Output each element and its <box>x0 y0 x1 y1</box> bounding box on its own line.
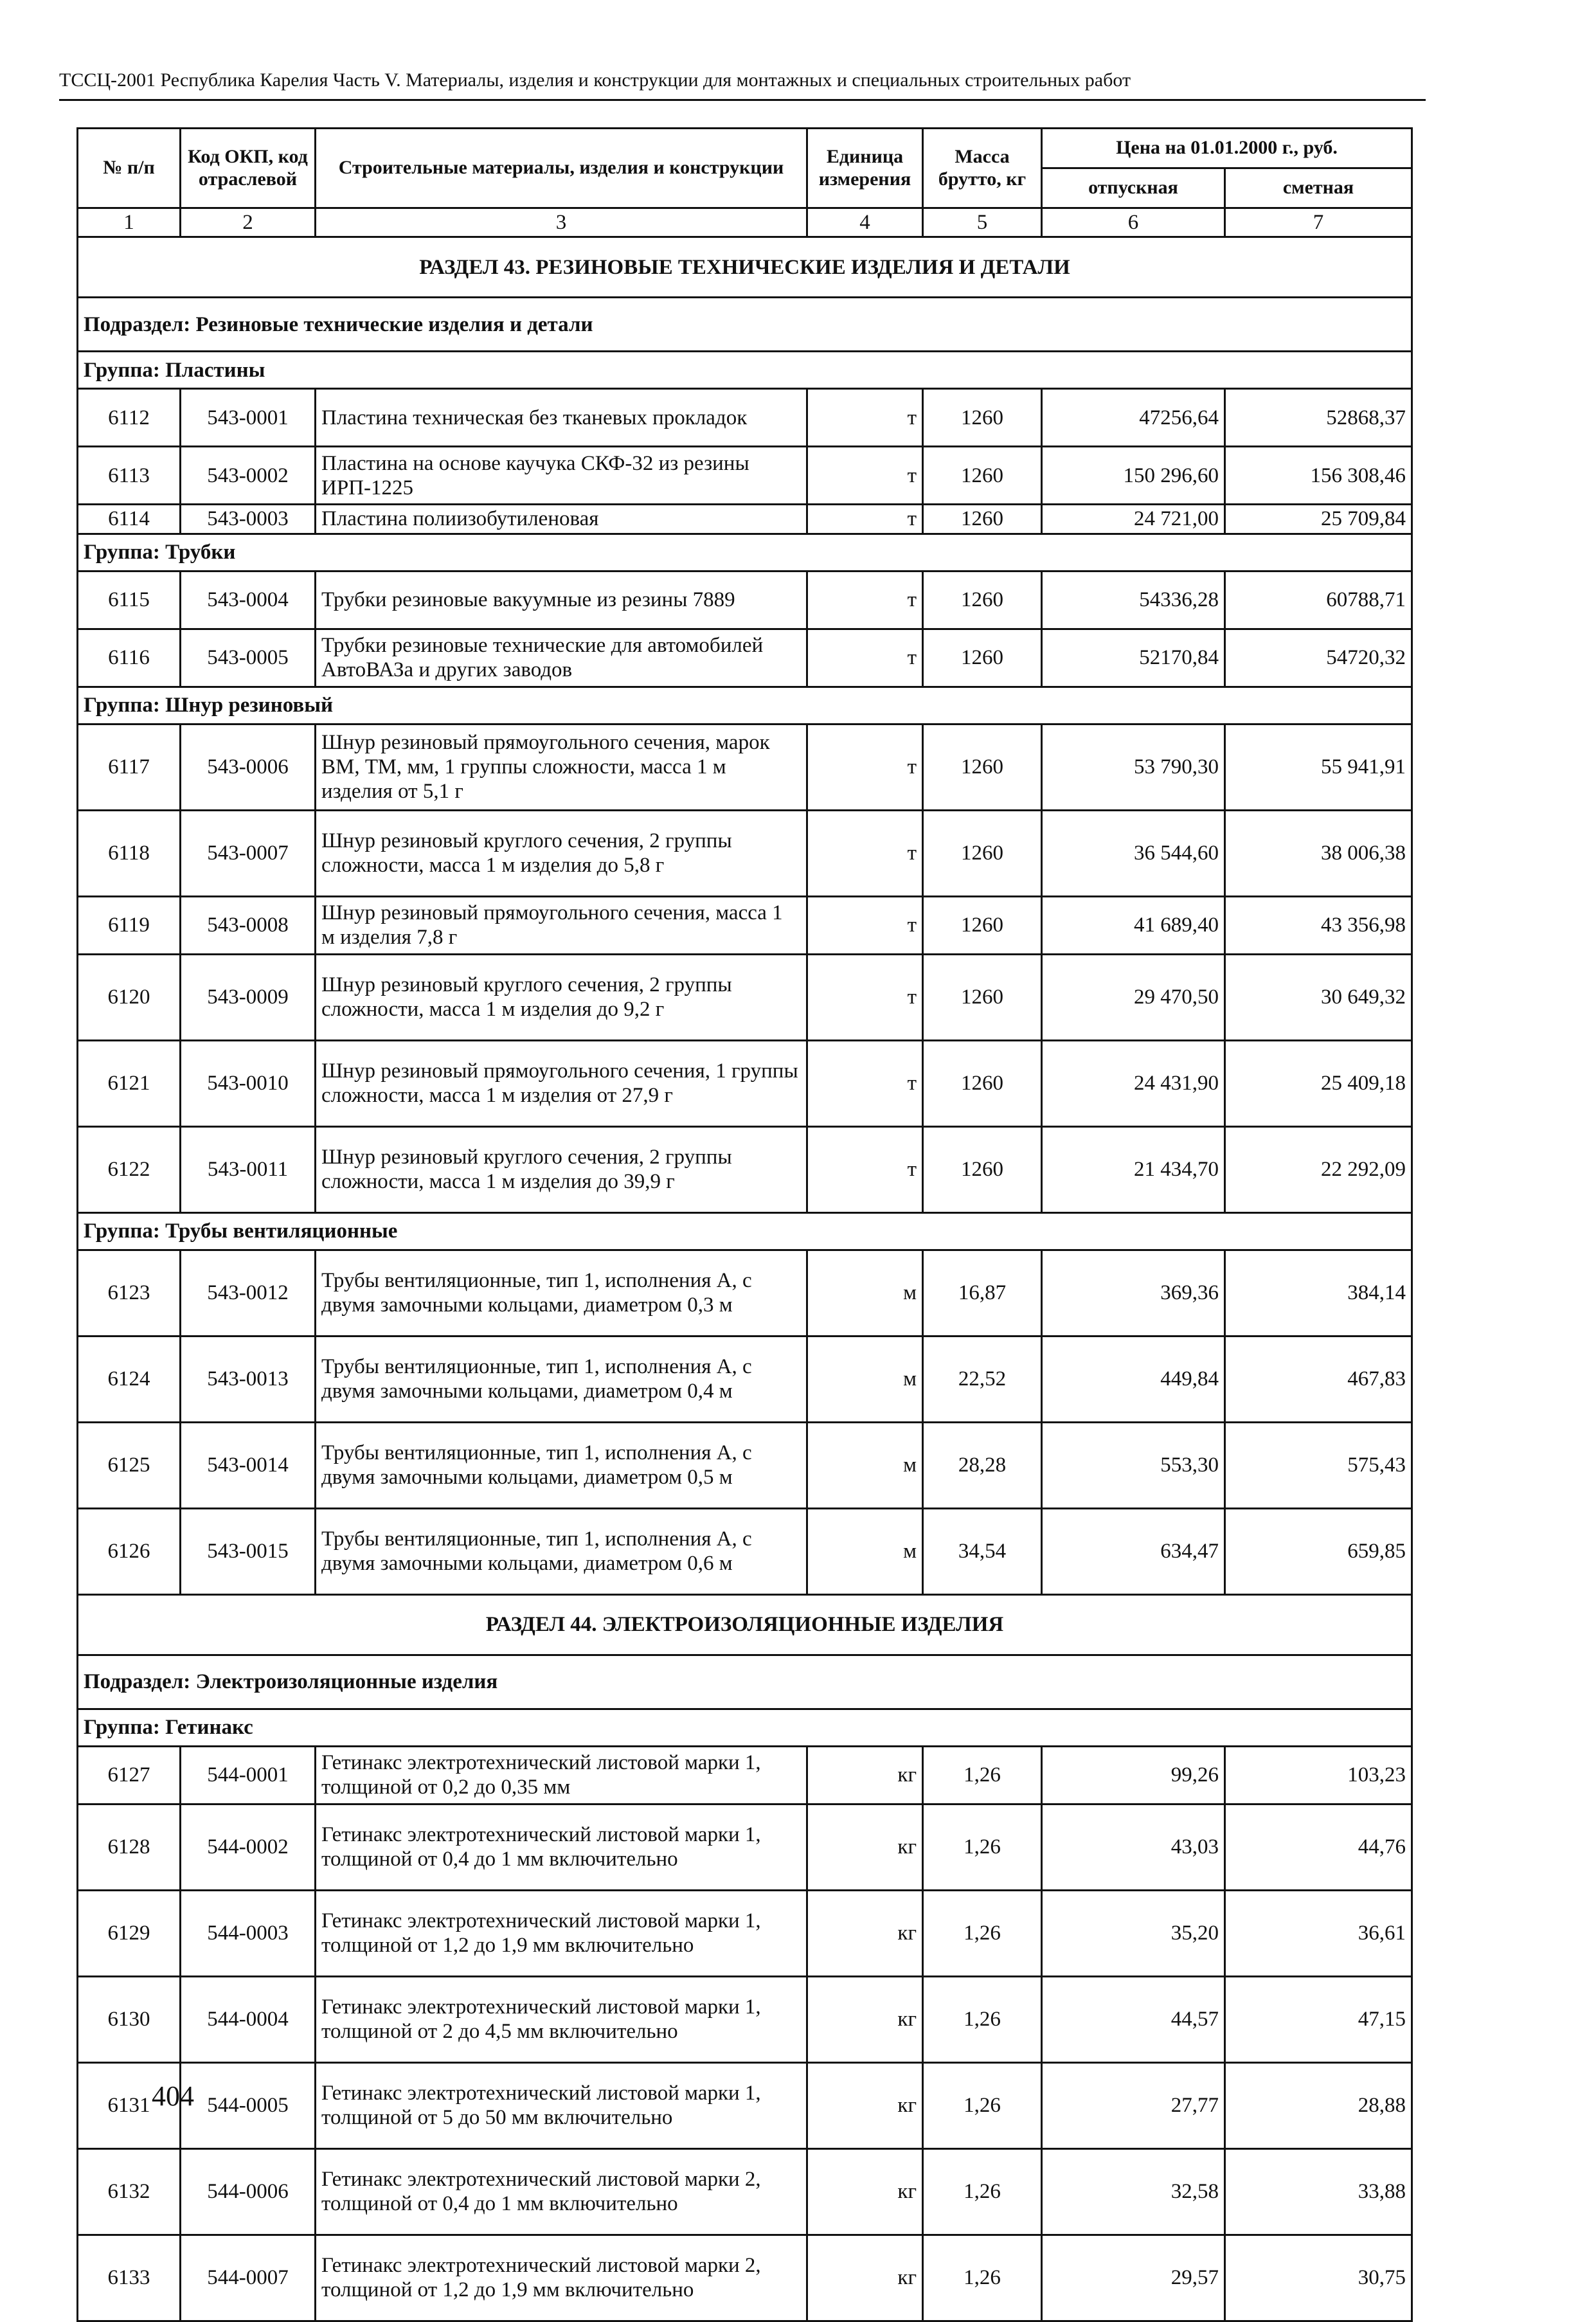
cell-price: 41 689,40 <box>1042 896 1225 954</box>
table-row <box>78 2062 1412 2148</box>
cell-name: Шнур резиновый круглого сечения, 2 группы сложности, масса 1 м изделия до 9,2 г <box>316 954 807 1040</box>
cell-price: 449,84 <box>1042 1336 1225 1422</box>
cell-estimate: 384,14 <box>1225 1250 1412 1336</box>
cell-unit: кг <box>807 2148 923 2235</box>
cell-name: Гетинакс электротехнический листовой марки 2, толщиной от 1,2 до 1,9 мм включительно <box>316 2235 807 2321</box>
cell-mass: 1,26 <box>923 1976 1042 2062</box>
section-title: РАЗДЕЛ 44. ЭЛЕКТРОИЗОЛЯЦИОННЫЕ ИЗДЕЛИЯ <box>78 1594 1412 1655</box>
col-number: 7 <box>1225 208 1412 237</box>
cell-mass: 1260 <box>923 1040 1042 1126</box>
cell-price: 54336,28 <box>1042 571 1225 629</box>
cell-name: Пластина техническая без тканевых прокладок <box>316 389 807 447</box>
cell-price: 44,57 <box>1042 1976 1225 2062</box>
cell-name: Пластина на основе каучука СКФ-32 из резины ИРП-1225 <box>316 447 807 505</box>
cell-estimate: 33,88 <box>1225 2148 1412 2235</box>
col-number: 3 <box>316 208 807 237</box>
cell-code: 543-0006 <box>181 724 316 810</box>
cell-mass: 1260 <box>923 389 1042 447</box>
cell-mass: 22,52 <box>923 1336 1042 1422</box>
cell-code: 543-0012 <box>181 1250 316 1336</box>
cell-estimate: 47,15 <box>1225 1976 1412 2062</box>
table-row <box>78 1508 1412 1594</box>
cell-mass: 34,54 <box>923 1508 1042 1594</box>
cell-number: 6112 <box>78 389 181 447</box>
cell-estimate: 156 308,46 <box>1225 447 1412 505</box>
cell-estimate: 659,85 <box>1225 1508 1412 1594</box>
cell-mass: 1260 <box>923 505 1042 534</box>
col-header-no: № п/п <box>78 129 181 208</box>
cell-unit: кг <box>807 2235 923 2321</box>
cell-price: 47256,64 <box>1042 389 1225 447</box>
cell-code: 544-0002 <box>181 1804 316 1890</box>
cell-name: Гетинакс электротехнический листовой марки 1, толщиной от 2 до 4,5 мм включительно <box>316 1976 807 2062</box>
cell-unit: т <box>807 810 923 896</box>
col-header-code: Код ОКП, код отраслевой <box>181 129 316 208</box>
cell-unit: кг <box>807 1890 923 1976</box>
cell-unit: кг <box>807 1804 923 1890</box>
table-row <box>78 447 1412 505</box>
cell-estimate: 30 649,32 <box>1225 954 1412 1040</box>
group-row <box>78 1212 1412 1250</box>
cell-number: 6125 <box>78 1422 181 1508</box>
cell-mass: 1,26 <box>923 2235 1042 2321</box>
cell-name: Гетинакс электротехнический листовой марки 1, толщиной от 1,2 до 1,9 мм включительно <box>316 1890 807 1976</box>
cell-price: 634,47 <box>1042 1508 1225 1594</box>
cell-number: 6129 <box>78 1890 181 1976</box>
cell-code: 543-0004 <box>181 571 316 629</box>
col-number: 4 <box>807 208 923 237</box>
cell-number: 6126 <box>78 1508 181 1594</box>
cell-code: 544-0004 <box>181 1976 316 2062</box>
group-title: Группа: Шнур резиновый <box>78 687 1412 724</box>
cell-estimate: 54720,32 <box>1225 629 1412 687</box>
cell-code: 544-0006 <box>181 2148 316 2235</box>
section-title: РАЗДЕЛ 43. РЕЗИНОВЫЕ ТЕХНИЧЕСКИЕ ИЗДЕЛИЯ И ДЕТАЛИ <box>78 237 1412 298</box>
table-row <box>78 1746 1412 1804</box>
cell-code: 543-0002 <box>181 447 316 505</box>
table-row <box>78 954 1412 1040</box>
col-header-price-group: Цена на 01.01.2000 г., руб. <box>1042 129 1412 168</box>
cell-unit: т <box>807 571 923 629</box>
cell-unit: т <box>807 629 923 687</box>
cell-mass: 1,26 <box>923 1890 1042 1976</box>
cell-unit: м <box>807 1250 923 1336</box>
cell-unit: м <box>807 1508 923 1594</box>
cell-number: 6117 <box>78 724 181 810</box>
subsection-row <box>78 298 1412 352</box>
subsection-row <box>78 1655 1412 1709</box>
cell-mass: 1260 <box>923 896 1042 954</box>
cell-code: 543-0005 <box>181 629 316 687</box>
cell-mass: 1,26 <box>923 1746 1042 1804</box>
cell-mass: 1,26 <box>923 2148 1042 2235</box>
cell-unit: т <box>807 1040 923 1126</box>
cell-code: 543-0001 <box>181 389 316 447</box>
cell-number: 6127 <box>78 1746 181 1804</box>
cell-number: 6115 <box>78 571 181 629</box>
table-row <box>78 505 1412 534</box>
cell-code: 543-0010 <box>181 1040 316 1126</box>
group-title: Группа: Трубки <box>78 534 1412 571</box>
cell-unit: т <box>807 447 923 505</box>
group-row <box>78 687 1412 724</box>
group-title: Группа: Пластины <box>78 352 1412 389</box>
cell-number: 6124 <box>78 1336 181 1422</box>
table-row <box>78 724 1412 810</box>
cell-unit: т <box>807 1126 923 1212</box>
cell-mass: 1260 <box>923 1126 1042 1212</box>
cell-unit: м <box>807 1422 923 1508</box>
subsection-title: Подраздел: Электроизоляционные изделия <box>78 1655 1412 1709</box>
cell-estimate: 52868,37 <box>1225 389 1412 447</box>
cell-code: 544-0001 <box>181 1746 316 1804</box>
cell-estimate: 103,23 <box>1225 1746 1412 1804</box>
cell-estimate: 28,88 <box>1225 2062 1412 2148</box>
cell-unit: кг <box>807 1976 923 2062</box>
cell-price: 553,30 <box>1042 1422 1225 1508</box>
cell-price: 369,36 <box>1042 1250 1225 1336</box>
table-row <box>78 1976 1412 2062</box>
table-row <box>78 810 1412 896</box>
table-row <box>78 2148 1412 2235</box>
price-table <box>76 127 1413 2322</box>
table-row <box>78 2235 1412 2321</box>
cell-code: 543-0011 <box>181 1126 316 1212</box>
group-title: Группа: Гетинакс <box>78 1709 1412 1746</box>
cell-unit: м <box>807 1336 923 1422</box>
cell-number: 6120 <box>78 954 181 1040</box>
cell-estimate: 467,83 <box>1225 1336 1412 1422</box>
cell-unit: т <box>807 954 923 1040</box>
cell-mass: 1260 <box>923 447 1042 505</box>
cell-price: 150 296,60 <box>1042 447 1225 505</box>
cell-number: 6116 <box>78 629 181 687</box>
cell-number: 6123 <box>78 1250 181 1336</box>
cell-mass: 1260 <box>923 954 1042 1040</box>
cell-number: 6121 <box>78 1040 181 1126</box>
table-row <box>78 389 1412 447</box>
cell-number: 6128 <box>78 1804 181 1890</box>
cell-mass: 1260 <box>923 810 1042 896</box>
col-number: 6 <box>1042 208 1225 237</box>
cell-number: 6118 <box>78 810 181 896</box>
cell-price: 35,20 <box>1042 1890 1225 1976</box>
table-body <box>78 237 1412 2321</box>
cell-code: 543-0008 <box>181 896 316 954</box>
col-header-unit: Единица измерения <box>807 129 923 208</box>
cell-estimate: 60788,71 <box>1225 571 1412 629</box>
cell-price: 43,03 <box>1042 1804 1225 1890</box>
group-title: Группа: Трубы вентиляционные <box>78 1212 1412 1250</box>
cell-estimate: 22 292,09 <box>1225 1126 1412 1212</box>
col-header-estimate: сметная <box>1225 168 1412 208</box>
col-number: 2 <box>181 208 316 237</box>
cell-mass: 1,26 <box>923 2062 1042 2148</box>
table-row <box>78 896 1412 954</box>
cell-name: Гетинакс электротехнический листовой марки 1, толщиной от 5 до 50 мм включительно <box>316 2062 807 2148</box>
col-header-mass: Масса брутто, кг <box>923 129 1042 208</box>
document-header: ТССЦ-2001 Республика Карелия Часть V. Материалы, изделия и конструкции для монтажных и специальных строительных работ <box>59 69 1426 101</box>
cell-mass: 1260 <box>923 571 1042 629</box>
table-row <box>78 1336 1412 1422</box>
cell-number: 6132 <box>78 2148 181 2235</box>
cell-number: 6133 <box>78 2235 181 2321</box>
cell-name: Трубы вентиляционные, тип 1, исполнения А, с двумя замочными кольцами, диаметром 0,4 м <box>316 1336 807 1422</box>
cell-mass: 1260 <box>923 724 1042 810</box>
cell-code: 543-0015 <box>181 1508 316 1594</box>
cell-name: Трубы вентиляционные, тип 1, исполнения А, с двумя замочными кольцами, диаметром 0,5 м <box>316 1422 807 1508</box>
page-number: 404 <box>152 2080 194 2112</box>
col-number: 5 <box>923 208 1042 237</box>
cell-estimate: 43 356,98 <box>1225 896 1412 954</box>
group-row <box>78 352 1412 389</box>
cell-price: 32,58 <box>1042 2148 1225 2235</box>
cell-name: Шнур резиновый круглого сечения, 2 группы сложности, масса 1 м изделия до 39,9 г <box>316 1126 807 1212</box>
cell-unit: т <box>807 896 923 954</box>
cell-number: 6131 <box>78 2062 181 2148</box>
section-row <box>78 1594 1412 1655</box>
cell-unit: кг <box>807 2062 923 2148</box>
cell-unit: т <box>807 505 923 534</box>
cell-name: Шнур резиновый прямоугольного сечения, масса 1 м изделия 7,8 г <box>316 896 807 954</box>
cell-mass: 28,28 <box>923 1422 1042 1508</box>
table-row <box>78 1890 1412 1976</box>
cell-estimate: 25 409,18 <box>1225 1040 1412 1126</box>
cell-price: 36 544,60 <box>1042 810 1225 896</box>
cell-number: 6119 <box>78 896 181 954</box>
cell-name: Трубки резиновые вакуумные из резины 7889 <box>316 571 807 629</box>
cell-price: 52170,84 <box>1042 629 1225 687</box>
cell-number: 6114 <box>78 505 181 534</box>
cell-price: 24 721,00 <box>1042 505 1225 534</box>
cell-number: 6113 <box>78 447 181 505</box>
table-row <box>78 629 1412 687</box>
cell-mass: 1,26 <box>923 1804 1042 1890</box>
col-number: 1 <box>78 208 181 237</box>
cell-price: 24 431,90 <box>1042 1040 1225 1126</box>
subsection-title: Подраздел: Резиновые технические изделия и детали <box>78 298 1412 352</box>
cell-name: Шнур резиновый круглого сечения, 2 группы сложности, масса 1 м изделия до 5,8 г <box>316 810 807 896</box>
table-row <box>78 1250 1412 1336</box>
cell-number: 6130 <box>78 1976 181 2062</box>
table-row <box>78 571 1412 629</box>
cell-code: 544-0007 <box>181 2235 316 2321</box>
group-row <box>78 534 1412 571</box>
cell-code: 544-0003 <box>181 1890 316 1976</box>
cell-name: Гетинакс электротехнический листовой марки 2, толщиной от 0,4 до 1 мм включительно <box>316 2148 807 2235</box>
col-header-name: Строительные материалы, изделия и конструкции <box>316 129 807 208</box>
cell-estimate: 55 941,91 <box>1225 724 1412 810</box>
cell-code: 543-0003 <box>181 505 316 534</box>
cell-code: 543-0009 <box>181 954 316 1040</box>
col-header-price: отпускная <box>1042 168 1225 208</box>
cell-name: Шнур резиновый прямоугольного сечения, марок ВМ, ТМ, мм, 1 группы сложности, масса 1 м изделия от 5,1 г <box>316 724 807 810</box>
cell-number: 6122 <box>78 1126 181 1212</box>
cell-price: 53 790,30 <box>1042 724 1225 810</box>
cell-price: 99,26 <box>1042 1746 1225 1804</box>
group-row <box>78 1709 1412 1746</box>
cell-unit: кг <box>807 1746 923 1804</box>
cell-code: 544-0005 <box>181 2062 316 2148</box>
cell-unit: т <box>807 389 923 447</box>
section-row <box>78 237 1412 298</box>
cell-code: 543-0013 <box>181 1336 316 1422</box>
cell-name: Гетинакс электротехнический листовой марки 1, толщиной от 0,4 до 1 мм включительно <box>316 1804 807 1890</box>
cell-unit: т <box>807 724 923 810</box>
cell-name: Трубки резиновые технические для автомобилей АвтоВАЗа и других заводов <box>316 629 807 687</box>
cell-price: 29,57 <box>1042 2235 1225 2321</box>
table-row <box>78 1804 1412 1890</box>
cell-estimate: 25 709,84 <box>1225 505 1412 534</box>
table-row <box>78 1422 1412 1508</box>
cell-name: Трубы вентиляционные, тип 1, исполнения А, с двумя замочными кольцами, диаметром 0,6 м <box>316 1508 807 1594</box>
cell-name: Трубы вентиляционные, тип 1, исполнения А, с двумя замочными кольцами, диаметром 0,3 м <box>316 1250 807 1336</box>
cell-price: 27,77 <box>1042 2062 1225 2148</box>
cell-estimate: 575,43 <box>1225 1422 1412 1508</box>
cell-estimate: 36,61 <box>1225 1890 1412 1976</box>
cell-estimate: 44,76 <box>1225 1804 1412 1890</box>
cell-estimate: 38 006,38 <box>1225 810 1412 896</box>
cell-code: 543-0014 <box>181 1422 316 1508</box>
cell-name: Гетинакс электротехнический листовой марки 1, толщиной от 0,2 до 0,35 мм <box>316 1746 807 1804</box>
table-row <box>78 1126 1412 1212</box>
cell-mass: 1260 <box>923 629 1042 687</box>
cell-name: Пластина полиизобутиленовая <box>316 505 807 534</box>
table-row <box>78 1040 1412 1126</box>
cell-mass: 16,87 <box>923 1250 1042 1336</box>
cell-price: 21 434,70 <box>1042 1126 1225 1212</box>
cell-estimate: 30,75 <box>1225 2235 1412 2321</box>
cell-code: 543-0007 <box>181 810 316 896</box>
cell-price: 29 470,50 <box>1042 954 1225 1040</box>
cell-name: Шнур резиновый прямоугольного сечения, 1 группы сложности, масса 1 м изделия от 27,9 г <box>316 1040 807 1126</box>
